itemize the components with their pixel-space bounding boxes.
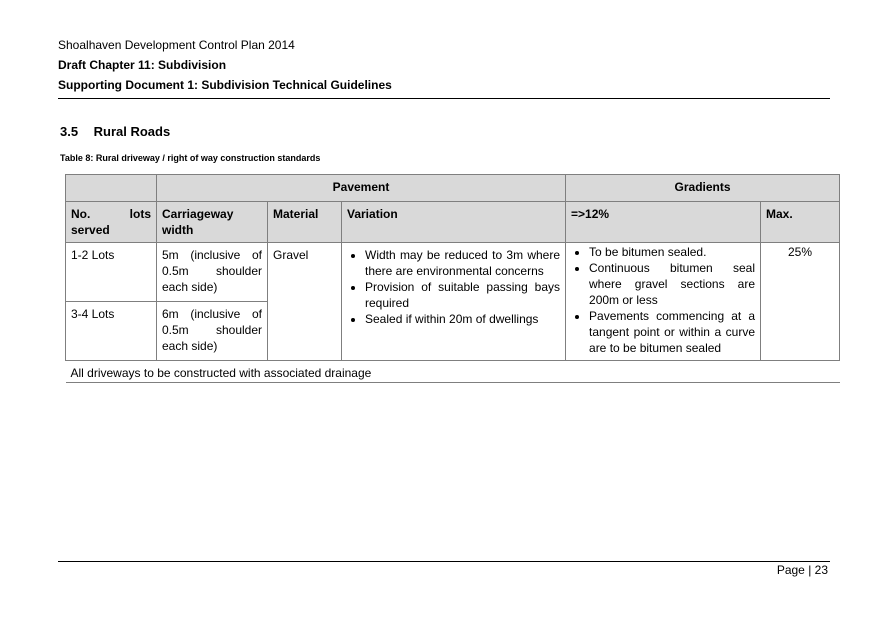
section-title: Rural Roads [93, 124, 171, 139]
document-title: Shoalhaven Development Control Plan 2014 [58, 38, 295, 52]
construction-standards-table [65, 174, 840, 383]
chapter-title: Draft Chapter 11: Subdivision [58, 58, 227, 72]
row-2-lots: 3-4 Lots [66, 302, 157, 361]
column-header-carriageway-width: Carriageway width [157, 202, 268, 243]
column-header-lots-served: No. lots served [66, 202, 157, 243]
group-header-pavement: Pavement [157, 175, 566, 202]
column-header-max: Max. [761, 202, 840, 243]
max-gradient-cell: 25% [761, 243, 840, 361]
table-caption: Table 8: Rural driveway / right of way construction standards [60, 153, 321, 163]
gradient-12-cell [566, 243, 761, 361]
page-number: Page | 23 [776, 563, 828, 577]
variation-item: • Provision of suitable passing bays required [365, 279, 560, 311]
material-cell: Gravel [268, 243, 342, 361]
row-2-carriageway: 6m (inclusive of 0.5m shoulder each side) [157, 302, 268, 361]
header-divider [58, 98, 830, 99]
row-1-lots: 1-2 Lots [66, 243, 157, 302]
group-header-gradients: Gradients [566, 175, 840, 202]
supporting-document-title: Supporting Document 1: Subdivision Technical Guidelines [58, 78, 392, 92]
table-header-blank [66, 175, 157, 202]
gradient-item: • Pavements commencing at a tangent point or within a curve are to be bitumen sealed [589, 308, 755, 356]
table-footer-note: All driveways to be constructed with associated drainage [66, 361, 840, 383]
row-1-carriageway: 5m (inclusive of 0.5m shoulder each side) [157, 243, 268, 302]
column-header-gradient-12: =>12% [566, 202, 761, 243]
variation-item: • Width may be reduced to 3m where there are environmental concerns [365, 247, 560, 279]
gradient-item: • To be bitumen sealed. [589, 244, 755, 260]
column-header-material: Material [268, 202, 342, 243]
section-heading [60, 124, 170, 139]
variation-item: • Sealed if within 20m of dwellings [365, 311, 560, 327]
section-number: 3.5 [60, 124, 79, 139]
footer-divider [58, 561, 830, 562]
gradient-item: • Continuous bitumen seal where gravel sections are 200m or less [589, 260, 755, 308]
column-header-variation: Variation [342, 202, 566, 243]
variation-cell [342, 243, 566, 361]
